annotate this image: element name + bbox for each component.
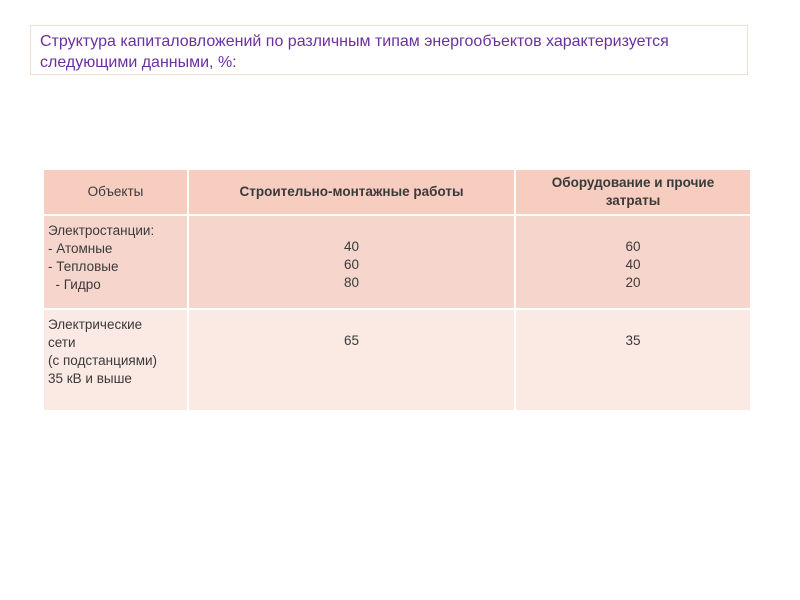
- object-line: сети: [48, 335, 76, 350]
- construction-cell: [188, 215, 515, 309]
- equipment-cell: [515, 215, 751, 309]
- value: 60: [343, 257, 360, 272]
- title-line-2: следующими данными, %:: [40, 54, 237, 71]
- object-line: (с подстанциями): [48, 353, 158, 368]
- construction-cell: [188, 309, 515, 411]
- value: 35: [625, 333, 641, 348]
- object-line: - Атомные: [48, 241, 113, 256]
- equipment-cell: [515, 309, 751, 411]
- value: 20: [625, 275, 641, 290]
- object-line: Электрические: [48, 317, 143, 332]
- object-line: - Тепловые: [48, 259, 119, 274]
- value: 80: [343, 275, 360, 290]
- object-line: Электростанции:: [48, 223, 155, 238]
- title-box: [30, 25, 748, 75]
- header-objects: Объекты: [43, 169, 188, 215]
- page-title: [40, 31, 738, 73]
- object-line: 35 кВ и выше: [48, 371, 132, 386]
- value: 40: [625, 257, 641, 272]
- title-line-1: Структура капиталовложений по различным типам энергообъектов характеризуется: [40, 33, 669, 50]
- table-header-row: [43, 169, 751, 215]
- value: 60: [625, 239, 641, 254]
- object-line: - Гидро: [48, 277, 101, 292]
- value: 65: [343, 333, 360, 348]
- object-cell: [43, 309, 188, 411]
- header-equipment: Оборудование и прочие затраты: [515, 169, 751, 215]
- object-cell: [43, 215, 188, 309]
- header-construction: Строительно-монтажные работы: [188, 169, 515, 215]
- investment-table: [42, 168, 752, 412]
- value: 40: [343, 239, 360, 254]
- table-row: [43, 309, 751, 411]
- table-row: [43, 215, 751, 309]
